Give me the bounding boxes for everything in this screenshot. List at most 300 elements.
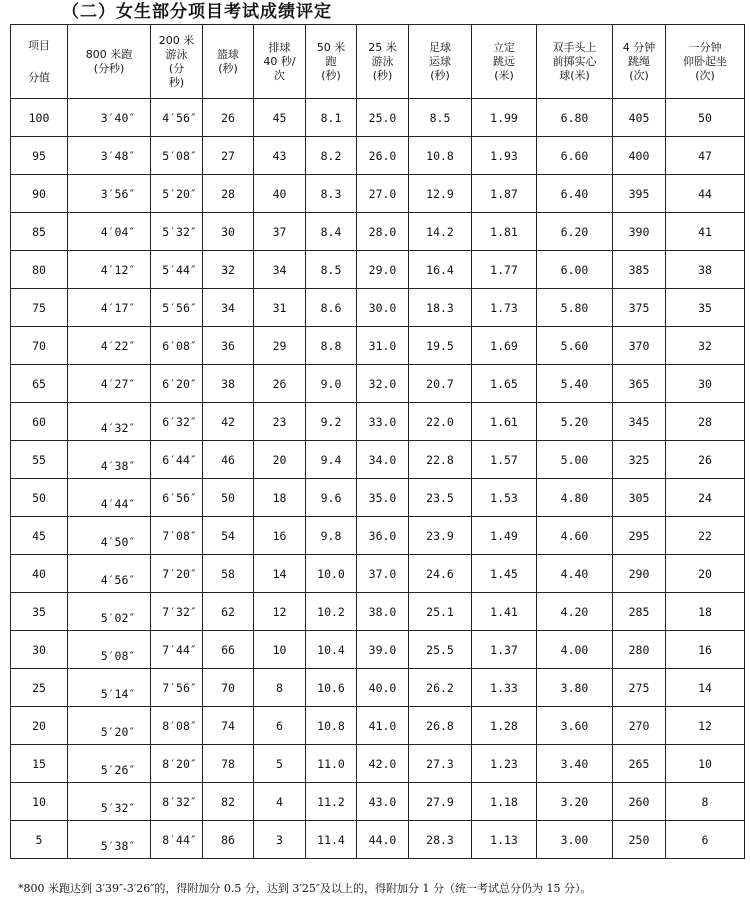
cell-value: 30.0 — [368, 300, 397, 315]
cell-run-50m — [306, 593, 357, 631]
cell-run-800m — [68, 213, 151, 251]
cell-standing-long-jump — [472, 517, 537, 555]
cell-value: 23.5 — [426, 490, 454, 505]
cell-value: 30 — [698, 376, 712, 391]
cell-value: 8.3 — [320, 186, 342, 201]
cell-value: 1.99 — [490, 110, 518, 125]
cell-basketball — [203, 403, 254, 441]
cell-value: 19.5 — [426, 338, 454, 353]
cell-value: 38.0 — [368, 604, 397, 619]
cell-run-50m — [306, 289, 357, 327]
cell-value: 1.18 — [490, 794, 518, 809]
cell-value: 385 — [628, 262, 650, 277]
cell-value: 54 — [221, 528, 235, 543]
cell-value: 3.20 — [560, 794, 589, 809]
cell-football-dribble — [409, 403, 472, 441]
cell-value: 10.6 — [317, 680, 345, 695]
cell-value: 5′26″ — [100, 763, 136, 777]
cell-value: 74 — [221, 718, 235, 733]
cell-value: 22.0 — [426, 414, 454, 429]
cell-run-50m — [306, 99, 357, 137]
column-header-run-800m — [68, 25, 151, 99]
cell-swim-25m — [357, 707, 409, 745]
cell-standing-long-jump — [472, 593, 537, 631]
header-line: 排球 — [268, 40, 291, 54]
cell-value: 375 — [628, 300, 650, 315]
table-row — [11, 251, 745, 289]
header-line: 跳远 — [493, 54, 515, 68]
cell-value: 75 — [32, 300, 46, 315]
cell-score — [11, 137, 68, 175]
cell-score — [11, 403, 68, 441]
cell-value: 1.57 — [490, 452, 518, 467]
cell-swim-25m — [357, 479, 409, 517]
cell-value: 6.60 — [560, 148, 589, 163]
cell-volleyball — [254, 289, 306, 327]
cell-value: 23 — [272, 414, 287, 429]
cell-value: 45 — [32, 528, 46, 543]
cell-value: 34 — [272, 262, 287, 277]
cell-standing-long-jump — [472, 327, 537, 365]
cell-score — [11, 289, 68, 327]
cell-run-50m — [306, 669, 357, 707]
table-row — [11, 403, 745, 441]
cell-value: 7′08″ — [162, 528, 197, 543]
header-row — [11, 25, 745, 99]
cell-value: 260 — [628, 794, 650, 809]
cell-value: 4.60 — [560, 528, 589, 543]
cell-value: 70 — [221, 680, 235, 695]
cell-medicine-ball-throw — [537, 289, 613, 327]
cell-value: 45 — [272, 110, 287, 125]
cell-run-50m — [306, 441, 357, 479]
cell-value: 22.8 — [426, 452, 454, 467]
cell-sit-ups — [666, 555, 745, 593]
cell-value: 34.0 — [368, 452, 397, 467]
table-row — [11, 365, 745, 403]
cell-football-dribble — [409, 327, 472, 365]
cell-swim-25m — [357, 517, 409, 555]
cell-value: 3 — [276, 832, 283, 847]
cell-run-50m — [306, 783, 357, 821]
cell-value: 26.2 — [426, 680, 454, 695]
cell-value: 4′12″ — [100, 262, 136, 277]
table-row — [11, 593, 745, 631]
cell-score — [11, 517, 68, 555]
cell-swim-200m — [151, 99, 203, 137]
cell-score — [11, 821, 68, 859]
cell-value: 6 — [276, 718, 283, 733]
cell-value: 1.93 — [490, 148, 518, 163]
cell-value: 20 — [698, 566, 712, 581]
cell-medicine-ball-throw — [537, 745, 613, 783]
cell-value: 85 — [32, 224, 46, 239]
cell-value: 30 — [221, 224, 235, 239]
cell-value: 32 — [221, 262, 235, 277]
cell-value: 1.49 — [490, 528, 518, 543]
cell-swim-25m — [357, 213, 409, 251]
cell-basketball — [203, 517, 254, 555]
cell-value: 5 — [35, 832, 43, 847]
cell-value: 295 — [628, 528, 650, 543]
cell-medicine-ball-throw — [537, 555, 613, 593]
cell-value: 5.40 — [560, 376, 589, 391]
cell-value: 12 — [272, 604, 287, 619]
cell-value: 15 — [32, 756, 46, 771]
column-header-score — [11, 25, 68, 99]
cell-value: 36.0 — [368, 528, 397, 543]
cell-run-50m — [306, 745, 357, 783]
cell-rope-skipping — [613, 403, 666, 441]
cell-swim-200m — [151, 555, 203, 593]
cell-value: 14.2 — [426, 224, 454, 239]
table-row — [11, 213, 745, 251]
cell-rope-skipping — [613, 745, 666, 783]
cell-sit-ups — [666, 783, 745, 821]
table-row — [11, 175, 745, 213]
cell-rope-skipping — [613, 213, 666, 251]
cell-run-800m — [68, 251, 151, 289]
cell-volleyball — [254, 251, 306, 289]
cell-swim-200m — [151, 631, 203, 669]
column-header-run-50m — [306, 25, 357, 99]
cell-value: 4′50″ — [100, 535, 136, 549]
cell-swim-25m — [357, 593, 409, 631]
cell-value: 6′44″ — [162, 452, 197, 467]
cell-run-800m — [68, 631, 151, 669]
cell-football-dribble — [409, 365, 472, 403]
cell-value: 12 — [698, 718, 712, 733]
cell-value: 20 — [32, 718, 46, 733]
cell-value: 33.0 — [368, 414, 397, 429]
cell-value: 66 — [221, 642, 235, 657]
cell-standing-long-jump — [472, 631, 537, 669]
cell-value: 1.77 — [490, 262, 518, 277]
cell-standing-long-jump — [472, 137, 537, 175]
header-line: 球(米) — [559, 68, 590, 82]
cell-value: 10 — [32, 794, 46, 809]
cell-football-dribble — [409, 289, 472, 327]
cell-basketball — [203, 555, 254, 593]
table-row — [11, 707, 745, 745]
cell-value: 6.20 — [560, 224, 589, 239]
cell-value: 28 — [221, 186, 235, 201]
cell-value: 390 — [628, 224, 650, 239]
cell-score — [11, 745, 68, 783]
cell-value: 7′44″ — [162, 642, 197, 657]
cell-medicine-ball-throw — [537, 365, 613, 403]
cell-value: 5.20 — [560, 414, 589, 429]
cell-value: 47 — [698, 148, 712, 163]
cell-swim-25m — [357, 441, 409, 479]
cell-football-dribble — [409, 669, 472, 707]
cell-value: 44 — [698, 186, 712, 201]
header-line: 篮球 — [217, 47, 239, 61]
cell-volleyball — [254, 593, 306, 631]
cell-value: 28.0 — [368, 224, 397, 239]
cell-run-800m — [68, 517, 151, 555]
cell-swim-25m — [357, 99, 409, 137]
cell-sit-ups — [666, 441, 745, 479]
cell-value: 8.8 — [320, 338, 342, 353]
cell-value: 8 — [276, 680, 283, 695]
cell-value: 22 — [698, 528, 712, 543]
cell-value: 8′20″ — [162, 756, 197, 771]
cell-value: 250 — [628, 832, 650, 847]
cell-football-dribble — [409, 593, 472, 631]
header-line: 游泳 — [371, 54, 394, 68]
cell-value: 10.4 — [317, 642, 345, 657]
cell-value: 400 — [628, 148, 650, 163]
cell-value: 31.0 — [368, 338, 397, 353]
cell-value: 6′20″ — [162, 376, 197, 391]
cell-value: 58 — [221, 566, 235, 581]
cell-rope-skipping — [613, 365, 666, 403]
cell-value: 43.0 — [368, 794, 397, 809]
cell-football-dribble — [409, 517, 472, 555]
cell-rope-skipping — [613, 479, 666, 517]
cell-value: 5.00 — [560, 452, 589, 467]
cell-sit-ups — [666, 707, 745, 745]
cell-run-800m — [68, 403, 151, 441]
page-title: （二）女生部分项目考试成绩评定 — [62, 2, 332, 22]
table-row — [11, 137, 745, 175]
cell-score — [11, 631, 68, 669]
cell-value: 78 — [221, 756, 235, 771]
cell-run-50m — [306, 251, 357, 289]
cell-run-50m — [306, 137, 357, 175]
cell-volleyball — [254, 441, 306, 479]
cell-run-800m — [68, 289, 151, 327]
cell-basketball — [203, 137, 254, 175]
cell-volleyball — [254, 783, 306, 821]
cell-value: 3′56″ — [100, 186, 136, 201]
cell-value: 1.41 — [490, 604, 518, 619]
cell-football-dribble — [409, 821, 472, 859]
cell-medicine-ball-throw — [537, 517, 613, 555]
cell-value: 3.00 — [560, 832, 589, 847]
cell-value: 8.5 — [320, 262, 342, 277]
cell-run-800m — [68, 745, 151, 783]
cell-swim-25m — [357, 137, 409, 175]
cell-score — [11, 707, 68, 745]
cell-basketball — [203, 745, 254, 783]
cell-volleyball — [254, 479, 306, 517]
cell-value: 5′38″ — [100, 839, 136, 853]
cell-value: 29.0 — [368, 262, 397, 277]
cell-value: 265 — [628, 756, 650, 771]
cell-value: 3′48″ — [100, 148, 136, 163]
cell-football-dribble — [409, 555, 472, 593]
cell-value: 4′56″ — [162, 110, 197, 125]
cell-value: 280 — [628, 642, 650, 657]
header-line: (秒) — [321, 68, 341, 82]
cell-swim-25m — [357, 251, 409, 289]
cell-value: 16 — [272, 528, 287, 543]
table-row — [11, 289, 745, 327]
cell-score — [11, 213, 68, 251]
cell-value: 39.0 — [368, 642, 397, 657]
cell-value: 100 — [28, 110, 50, 125]
cell-value: 5′08″ — [162, 148, 197, 163]
cell-run-800m — [68, 327, 151, 365]
cell-value: 10.8 — [317, 718, 345, 733]
cell-basketball — [203, 593, 254, 631]
cell-rope-skipping — [613, 175, 666, 213]
cell-value: 4.40 — [560, 566, 589, 581]
cell-medicine-ball-throw — [537, 99, 613, 137]
cell-value: 10.2 — [317, 604, 345, 619]
header-line: 秒) — [168, 75, 185, 89]
cell-basketball — [203, 175, 254, 213]
cell-value: 5.60 — [560, 338, 589, 353]
cell-sit-ups — [666, 175, 745, 213]
cell-basketball — [203, 479, 254, 517]
cell-volleyball — [254, 327, 306, 365]
cell-swim-200m — [151, 479, 203, 517]
cell-sit-ups — [666, 99, 745, 137]
cell-value: 4.20 — [560, 604, 589, 619]
cell-value: 9.6 — [320, 490, 342, 505]
cell-value: 27.0 — [368, 186, 397, 201]
header-line: 4 分钟 — [622, 40, 656, 54]
cell-sit-ups — [666, 137, 745, 175]
cell-standing-long-jump — [472, 669, 537, 707]
cell-standing-long-jump — [472, 213, 537, 251]
cell-value: 9.8 — [320, 528, 342, 543]
cell-value: 25 — [32, 680, 46, 695]
cell-value: 82 — [221, 794, 235, 809]
cell-volleyball — [254, 555, 306, 593]
cell-value: 11.2 — [317, 794, 345, 809]
cell-value: 32.0 — [368, 376, 397, 391]
cell-volleyball — [254, 707, 306, 745]
cell-run-50m — [306, 821, 357, 859]
cell-run-50m — [306, 517, 357, 555]
cell-value: 1.69 — [490, 338, 518, 353]
cell-score — [11, 669, 68, 707]
cell-value: 9.4 — [320, 452, 342, 467]
cell-standing-long-jump — [472, 365, 537, 403]
cell-volleyball — [254, 403, 306, 441]
header-line: (次) — [629, 68, 649, 82]
cell-medicine-ball-throw — [537, 327, 613, 365]
cell-value: 8.5 — [429, 110, 451, 125]
header-line: 40 秒/ — [263, 54, 296, 68]
cell-swim-25m — [357, 783, 409, 821]
cell-value: 1.81 — [490, 224, 518, 239]
cell-football-dribble — [409, 479, 472, 517]
cell-rope-skipping — [613, 327, 666, 365]
cell-rope-skipping — [613, 99, 666, 137]
cell-swim-200m — [151, 821, 203, 859]
cell-run-50m — [306, 175, 357, 213]
cell-swim-200m — [151, 403, 203, 441]
cell-value: 30 — [32, 642, 46, 657]
cell-score — [11, 175, 68, 213]
cell-value: 9.0 — [320, 376, 342, 391]
cell-volleyball — [254, 821, 306, 859]
cell-value: 4′44″ — [100, 497, 136, 511]
cell-swim-200m — [151, 441, 203, 479]
cell-basketball — [203, 669, 254, 707]
cell-value: 1.61 — [490, 414, 518, 429]
cell-run-800m — [68, 821, 151, 859]
cell-value: 6 — [701, 832, 709, 847]
cell-value: 14 — [272, 566, 287, 581]
header-line: 游泳 — [165, 47, 188, 61]
cell-value: 285 — [628, 604, 650, 619]
cell-value: 5′20″ — [100, 725, 136, 739]
cell-value: 5′44″ — [162, 262, 197, 277]
header-line: 双手头上 — [552, 40, 597, 54]
cell-run-50m — [306, 555, 357, 593]
cell-value: 1.65 — [490, 376, 518, 391]
cell-volleyball — [254, 99, 306, 137]
cell-value: 6′32″ — [162, 414, 197, 429]
cell-swim-200m — [151, 783, 203, 821]
cell-rope-skipping — [613, 251, 666, 289]
cell-value: 1.28 — [490, 718, 518, 733]
cell-volleyball — [254, 631, 306, 669]
cell-value: 42.0 — [368, 756, 397, 771]
header-line: 足球 — [429, 40, 451, 54]
cell-value: 50 — [221, 490, 235, 505]
cell-value: 1.53 — [490, 490, 518, 505]
header-line: 立定 — [493, 40, 515, 54]
cell-value: 8′44″ — [162, 832, 197, 847]
cell-value: 70 — [32, 338, 46, 353]
cell-swim-200m — [151, 707, 203, 745]
cell-value: 4′38″ — [100, 459, 136, 473]
cell-value: 43 — [272, 148, 287, 163]
cell-value: 4′22″ — [100, 338, 136, 353]
cell-value: 1.23 — [490, 756, 518, 771]
cell-standing-long-jump — [472, 251, 537, 289]
cell-value: 3.80 — [560, 680, 589, 695]
cell-value: 4 — [276, 794, 283, 809]
cell-value: 26 — [221, 110, 235, 125]
cell-football-dribble — [409, 441, 472, 479]
cell-football-dribble — [409, 175, 472, 213]
cell-value: 1.73 — [490, 300, 518, 315]
cell-value: 290 — [628, 566, 650, 581]
cell-rope-skipping — [613, 821, 666, 859]
cell-standing-long-jump — [472, 175, 537, 213]
cell-value: 35 — [32, 604, 46, 619]
cell-value: 1.13 — [490, 832, 518, 847]
cell-rope-skipping — [613, 441, 666, 479]
cell-value: 405 — [628, 110, 650, 125]
cell-medicine-ball-throw — [537, 251, 613, 289]
cell-value: 7′56″ — [162, 680, 197, 695]
cell-rope-skipping — [613, 137, 666, 175]
cell-swim-200m — [151, 251, 203, 289]
cell-standing-long-jump — [472, 555, 537, 593]
cell-basketball — [203, 289, 254, 327]
column-header-basketball — [203, 25, 254, 99]
cell-run-800m — [68, 99, 151, 137]
cell-value: 41 — [698, 224, 712, 239]
cell-value: 1.45 — [490, 566, 518, 581]
table-row — [11, 517, 745, 555]
cell-swim-25m — [357, 631, 409, 669]
cell-value: 7′20″ — [162, 566, 197, 581]
cell-run-800m — [68, 707, 151, 745]
cell-standing-long-jump — [472, 745, 537, 783]
cell-swim-25m — [357, 403, 409, 441]
cell-value: 80 — [32, 262, 46, 277]
